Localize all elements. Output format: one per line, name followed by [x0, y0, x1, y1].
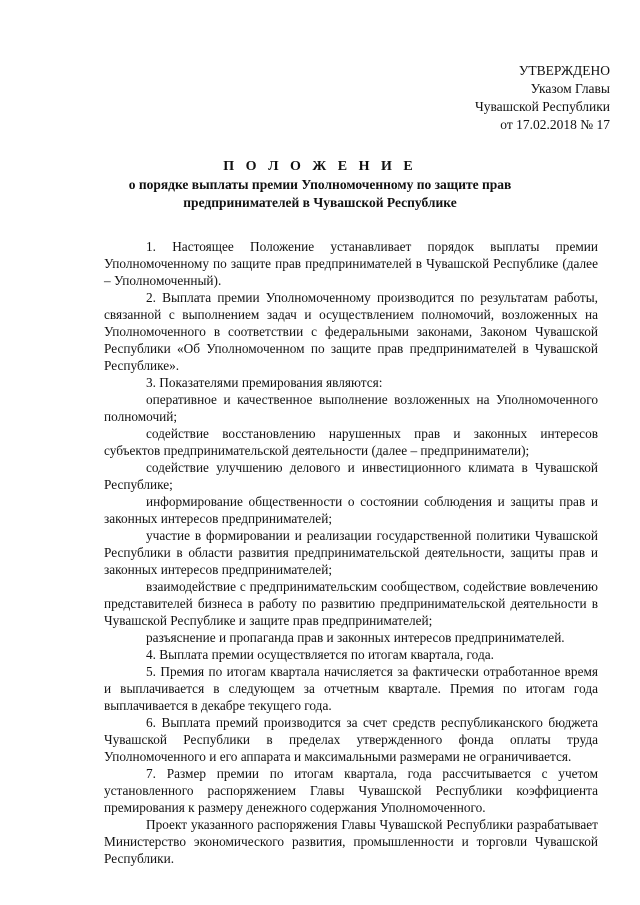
approval-region: Чувашской Республики: [474, 99, 610, 114]
document-subtitle-line1: о порядке выплаты премии Уполномоченному по защите прав: [128, 177, 512, 192]
paragraph: Проект указанного распоряжения Главы Чувашской Республики разрабатывает Министерство экономического развития, промышленности и торговли Чувашской Республики.: [104, 817, 598, 866]
paragraph: 1. Настоящее Положение устанавливает порядок выплаты премии Уполномоченному по защите прав предпринимателей в Чувашской Республике (далее – Уполномоченный).: [104, 239, 598, 288]
approval-stamp: УТВЕРЖДЕНО: [518, 63, 610, 78]
approval-authority: Указом Главы: [530, 81, 610, 96]
approval-date-number: от 17.02.2018 № 17: [500, 117, 610, 132]
paragraph: участие в формировании и реализации государственной политики Чувашской Республики в области развития предпринимательской деятельности, защиты прав и законных интересов предпринимателей;: [104, 528, 598, 577]
approval-block: [420, 62, 610, 134]
paragraph: 4. Выплата премии осуществляется по итогам квартала, года.: [146, 647, 494, 662]
paragraph: информирование общественности о состоянии соблюдения и защиты прав и законных интересов предпринимателей;: [104, 494, 598, 526]
document-subtitle-line2: предпринимателей в Чувашской Республике: [183, 195, 457, 210]
document-body: [104, 238, 598, 867]
paragraph: оперативное и качественное выполнение возложенных на Уполномоченного полномочий;: [104, 392, 598, 424]
paragraph: разъяснение и пропаганда прав и законных интересов предпринимателей.: [146, 630, 565, 645]
paragraph: 2. Выплата премии Уполномоченному производится по результатам работы, связанной с выполнением задач и осуществлением полномочий, возложенных на Уполномоченного в соответствии с федеральными законами, Законом Чувашской Республики «Об Уполномоченном по защите прав предпринимателей в Чувашской Республике».: [104, 290, 598, 373]
paragraph: взаимодействие с предпринимательским сообществом, содействие вовлечению представителей бизнеса в работу по развитию предпринимательской деятельности в Чувашской Республике и защите прав предпринимателей;: [104, 579, 598, 628]
paragraph: 6. Выплата премий производится за счет средств республиканского бюджета Чувашской Республики в пределах утвержденного фонда оплаты труда Уполномоченного и его аппарата и максимальными размерами не ограничивается.: [104, 715, 598, 764]
document-heading: [110, 158, 530, 212]
paragraph: содействие улучшению делового и инвестиционного климата в Чувашской Республике;: [104, 460, 598, 492]
paragraph: 5. Премия по итогам квартала начисляется за фактически отработанное время и выплачивается в следующем за отчетным квартале. Премия по итогам года выплачивается в декабре текущего года.: [104, 664, 598, 713]
paragraph: 3. Показателями премирования являются:: [146, 375, 383, 390]
document-title: П О Л О Ж Е Н И Е: [223, 159, 417, 174]
paragraph: содействие восстановлению нарушенных прав и законных интересов субъектов предпринимательской деятельности (далее – предприниматели);: [104, 426, 598, 458]
paragraph: 7. Размер премии по итогам квартала, года рассчитывается с учетом установленного распоряжением Главы Чувашской Республики коэффициента премирования к размеру денежного содержания Уполномоченного.: [104, 766, 598, 815]
